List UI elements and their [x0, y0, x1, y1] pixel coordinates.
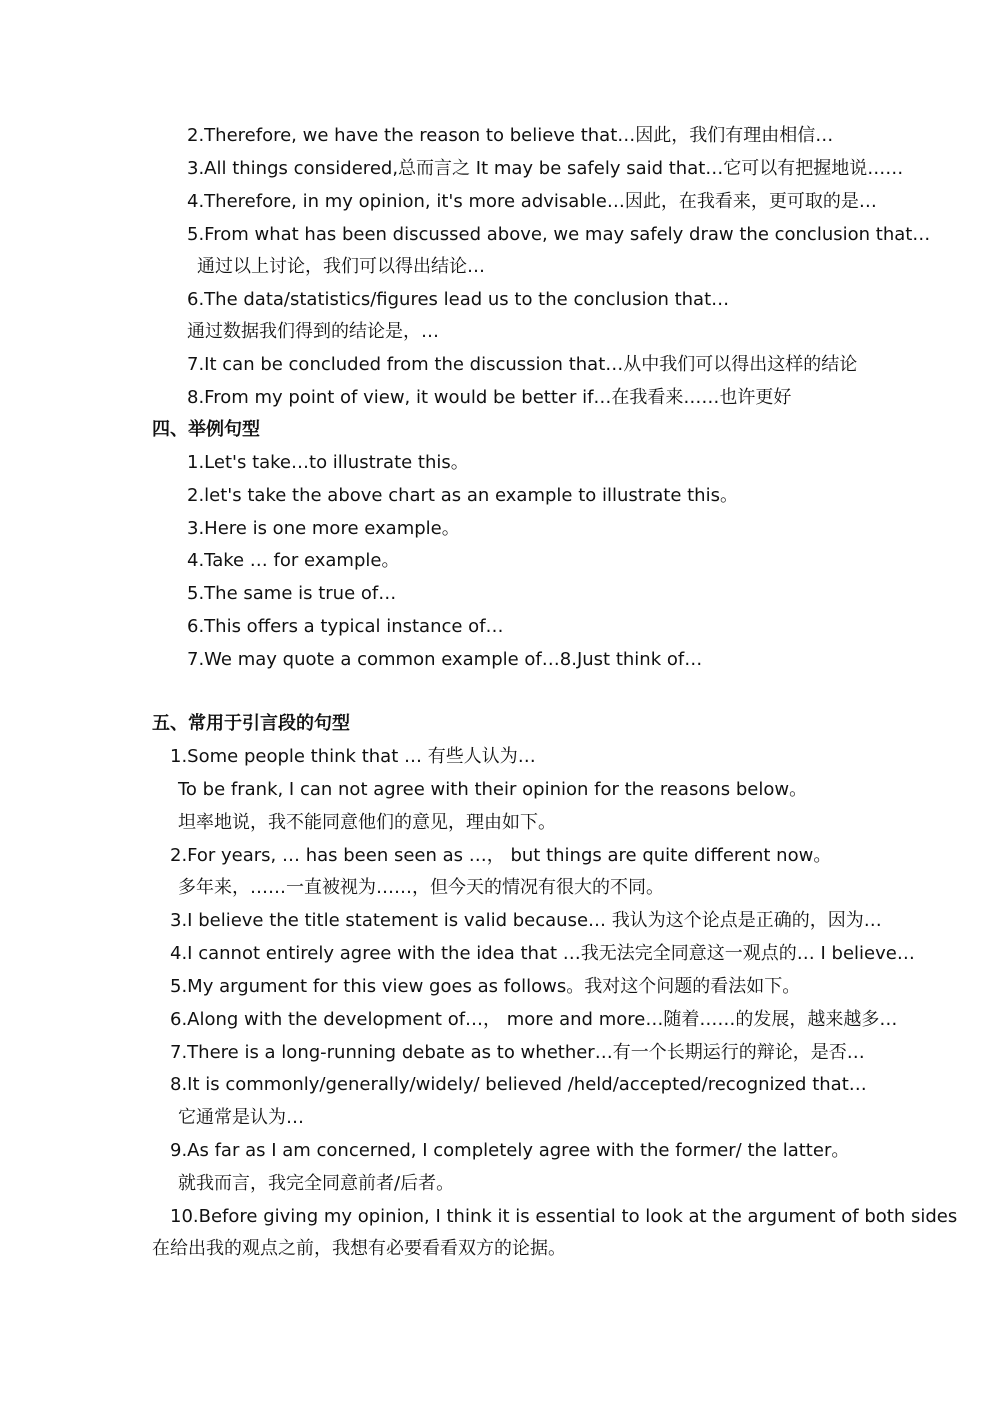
example-item-1: 1.Let's take…to illustrate this。: [187, 452, 469, 473]
intro-item-7: 7.There is a long-running debate as to whether…有一个长期运行的辩论，是否…: [170, 1042, 865, 1063]
intro-item-8-translation: 它通常是认为…: [178, 1107, 304, 1128]
example-item-5: 5.The same is true of…: [187, 583, 397, 604]
intro-item-2-translation: 多年来，……一直被视为……，但今天的情况有很大的不同。: [178, 877, 664, 898]
intro-item-2: 2.For years, … has been seen as …， but things are quite different now。: [170, 845, 832, 866]
intro-item-5: 5.My argument for this view goes as follows。我对这个问题的看法如下。: [170, 976, 801, 997]
intro-item-10: 10.Before giving my opinion, I think it is essential to look at the argument of both sides: [170, 1206, 958, 1227]
example-item-2: 2.let's take the above chart as an example to illustrate this。: [187, 485, 738, 506]
intro-item-9-translation: 就我而言，我完全同意前者/后者。: [178, 1173, 455, 1194]
conclusion-item-5-translation: 通过以上讨论，我们可以得出结论…: [197, 256, 485, 277]
intro-item-1-continuation: To be frank, I can not agree with their opinion for the reasons below。: [178, 779, 808, 800]
conclusion-item-5: 5.From what has been discussed above, we may safely draw the conclusion that…: [187, 224, 931, 245]
conclusion-item-7: 7.It can be concluded from the discussion that…从中我们可以得出这样的结论: [187, 354, 858, 375]
intro-item-6: 6.Along with the development of…， more and more…随着……的发展，越来越多…: [170, 1009, 898, 1030]
conclusion-item-4: 4.Therefore, in my opinion, it's more advisable…因此，在我看来，更可取的是…: [187, 191, 877, 212]
intro-item-1: 1.Some people think that … 有些人认为…: [170, 746, 536, 767]
intro-item-8: 8.It is commonly/generally/widely/ believed /held/accepted/recognized that…: [170, 1074, 867, 1095]
section-heading-introduction: 五、常用于引言段的句型: [152, 713, 350, 734]
intro-item-9: 9.As far as I am concerned, I completely agree with the former/ the latter。: [170, 1140, 850, 1161]
conclusion-item-3: 3.All things considered,总而言之 It may be safely said that…它可以有把握地说……: [187, 158, 904, 179]
intro-item-4: 4.I cannot entirely agree with the idea that …我无法完全同意这一观点的… I believe…: [170, 943, 915, 964]
example-item-7-8: 7.We may quote a common example of…8.Just think of…: [187, 649, 703, 670]
intro-item-1-translation: 坦率地说，我不能同意他们的意见，理由如下。: [178, 812, 556, 833]
intro-item-3: 3.I believe the title statement is valid because… 我认为这个论点是正确的，因为…: [170, 910, 882, 931]
example-item-6: 6.This offers a typical instance of…: [187, 616, 504, 637]
conclusion-item-6: 6.The data/statistics/figures lead us to the conclusion that…: [187, 289, 730, 310]
example-item-3: 3.Here is one more example。: [187, 518, 460, 539]
conclusion-item-6-translation: 通过数据我们得到的结论是，…: [187, 321, 439, 342]
conclusion-item-8: 8.From my point of view, it would be better if…在我看来……也许更好: [187, 387, 792, 408]
section-heading-examples: 四、举例句型: [152, 419, 260, 440]
intro-item-10-translation: 在给出我的观点之前，我想有必要看看双方的论据。: [152, 1238, 566, 1259]
example-item-4: 4.Take … for example。: [187, 550, 400, 571]
conclusion-item-2: 2.Therefore, we have the reason to believe that…因此，我们有理由相信…: [187, 125, 834, 146]
